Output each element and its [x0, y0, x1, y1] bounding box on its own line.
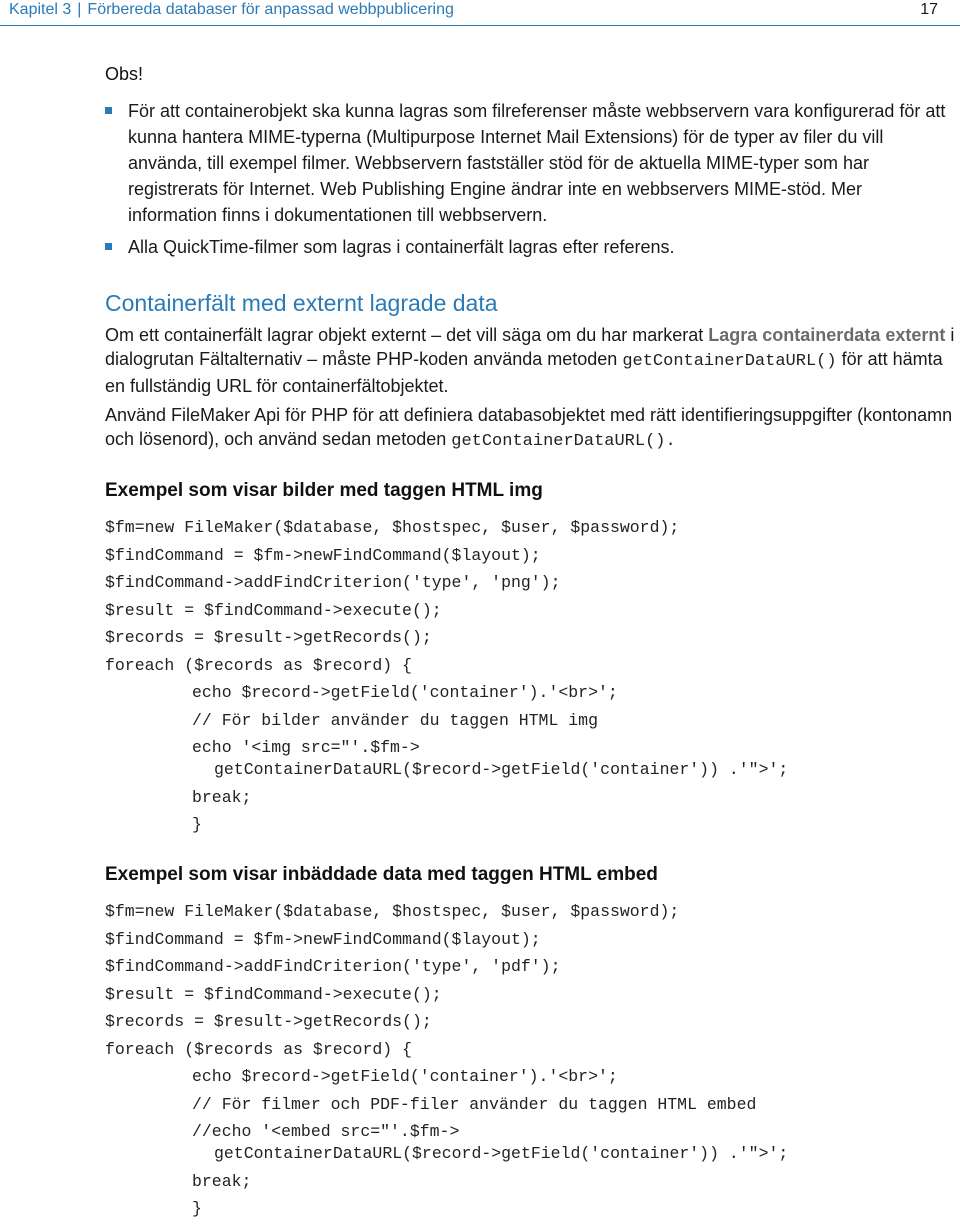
code-line: getContainerDataURL($record->getField('container')) .'">'; — [214, 1144, 789, 1163]
code-line: break; — [192, 787, 252, 807]
inline-code-method: getContainerDataURL(). — [451, 432, 676, 451]
paragraph-external-storage — [105, 323, 957, 398]
code-line: // För bilder använder du taggen HTML img — [192, 710, 598, 730]
code-line: echo $record->getField('container').'<br>'; — [192, 1067, 618, 1086]
code-line: foreach ($records as $record) { — [105, 655, 412, 675]
code-line: echo '<img src="'.$fm-> — [192, 738, 420, 757]
code-line: $fm=new FileMaker($database, $hostspec, $user, $password); — [105, 518, 680, 537]
code-line: getContainerDataURL($record->getField('container')) .'">'; — [214, 760, 789, 779]
code-line: $findCommand = $fm->newFindCommand($layout); — [105, 929, 541, 949]
list-item — [105, 98, 955, 228]
code-line: echo $record->getField('container').'<br>'; — [192, 683, 618, 702]
code-line: $fm=new FileMaker($database, $hostspec, $user, $password); — [105, 902, 680, 921]
code-line: break; — [192, 1171, 252, 1191]
para-text: Använd FileMaker Api för PHP för att definiera databasobjektet med rätt identifieringsuppgifter (kontonamn och lösenord), och använd sedan metoden — [105, 405, 953, 449]
page-header — [0, 0, 960, 24]
code-line: } — [192, 1199, 202, 1218]
paragraph-api-usage — [105, 403, 957, 454]
list-item — [105, 234, 955, 260]
note-label: Obs! — [105, 64, 144, 84]
square-bullet-icon — [105, 243, 112, 250]
code-block-embed — [105, 901, 955, 1226]
code-line: $findCommand->addFindCriterion('type', 'png'); — [105, 573, 561, 592]
bullet-text: Alla QuickTime-filmer som lagras i containerfält lagras efter referens. — [128, 237, 675, 257]
square-bullet-icon — [105, 107, 112, 114]
code-line: //echo '<embed src="'.$fm-> — [192, 1122, 460, 1141]
header-separator: | — [77, 1, 82, 18]
header-rule — [0, 25, 960, 26]
note-bullet-list — [105, 98, 955, 266]
example-embed-heading: Exempel som visar inbäddade data med taggen HTML embed — [105, 864, 658, 885]
code-line: $records = $result->getRecords(); — [105, 1012, 432, 1031]
para-text: i dialogrutan Fältalternativ – måste PHP-koden använda metoden — [105, 325, 955, 369]
code-line: $findCommand->addFindCriterion('type', 'pdf'); — [105, 957, 561, 976]
code-block-img — [105, 517, 955, 842]
inline-code-method: getContainerDataURL() — [622, 352, 837, 371]
code-line: $findCommand = $fm->newFindCommand($layout); — [105, 545, 541, 565]
section-heading: Containerfält med externt lagrade data — [105, 290, 498, 316]
bullet-text: För att containerobjekt ska kunna lagras som filreferenser måste webbservern vara konfigurerad för att kunna hantera MIME-typerna (Multipurpose Internet Mail Extensions) för de typer av filer du vill använda, till exempel filmer. Webbservern fastställer stöd för de aktuella MIME-typer som har registrerats för Internet. Web Publishing Engine ändrar inte en webbservers MIME-stöd. Mer information finns i dokumentationen till webbservern. — [128, 101, 946, 225]
code-line: foreach ($records as $record) { — [105, 1039, 412, 1059]
option-name-strong: Lagra containerdata externt — [708, 325, 946, 345]
example-img-heading: Exempel som visar bilder med taggen HTML img — [105, 480, 543, 501]
code-line: $records = $result->getRecords(); — [105, 628, 432, 647]
header-left — [9, 1, 454, 19]
code-line: $result = $findCommand->execute(); — [105, 600, 442, 620]
page-number: 17 — [920, 1, 938, 18]
para-text: Om ett containerfält lagrar objekt externt – det vill säga om du har markerat — [105, 325, 709, 345]
code-line: } — [192, 815, 202, 834]
chapter-label: Kapitel 3 — [9, 1, 72, 18]
code-line: // För filmer och PDF-filer använder du taggen HTML embed — [192, 1094, 757, 1114]
chapter-title: Förbereda databaser för anpassad webbpublicering — [87, 1, 454, 18]
para-text: för att hämta en fullständig URL för containerfältobjektet. — [105, 349, 943, 396]
code-line: $result = $findCommand->execute(); — [105, 984, 442, 1004]
